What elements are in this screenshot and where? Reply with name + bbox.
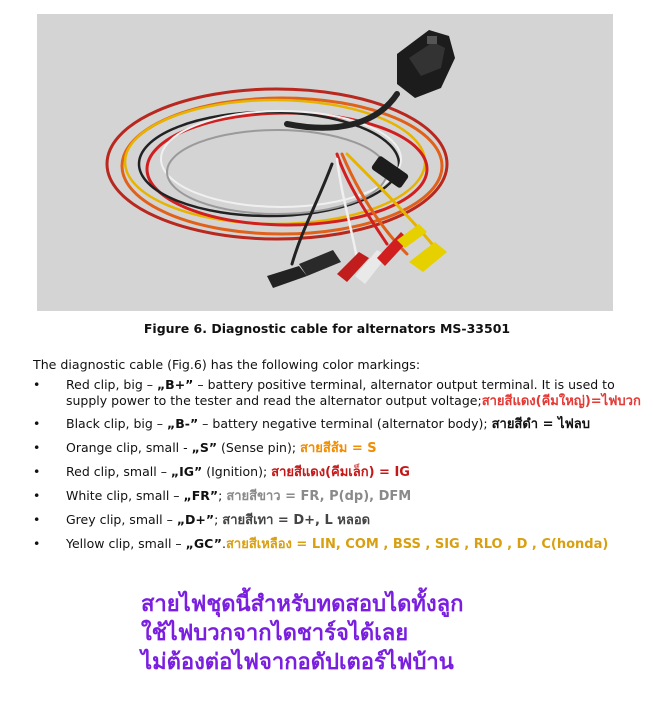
thai-note: สายสีแดง(คีมเล็ก) = IG	[271, 465, 410, 480]
thai-note: สายสีส้ม = S	[300, 441, 377, 456]
item-text: ;	[214, 512, 223, 527]
list-item-gc	[33, 536, 653, 553]
list-item-ig	[33, 464, 653, 481]
usage-note	[141, 590, 641, 677]
item-text: .	[221, 536, 226, 551]
item-text: – battery positive terminal, alternator output terminal. It is used to	[193, 377, 615, 392]
note-line: สายไฟชุดนี้สำหรับทดสอบไดทั้งลูก	[141, 592, 464, 617]
list-item-s	[33, 440, 653, 457]
bullet-icon: •	[33, 377, 41, 392]
item-text: Orange clip, small -	[66, 440, 192, 455]
terminal-code: „GC”	[185, 536, 222, 551]
list-item-b-minus	[33, 416, 653, 433]
item-text: Yellow clip, small –	[66, 536, 186, 551]
bullet-icon: •	[33, 488, 41, 503]
terminal-code: „D+”	[176, 512, 215, 527]
bullet-icon: •	[33, 536, 41, 551]
note-line: ไม่ต้องต่อไฟจากอดัปเตอร์ไฟบ้าน	[141, 650, 454, 675]
thai-note: สายสีขาว = FR, P(dp), DFM	[226, 489, 412, 504]
list-item-b-plus	[33, 377, 653, 410]
terminal-code: „B+”	[156, 377, 194, 392]
thai-note: สายสีเหลือง = LIN, COM , BSS , SIG , RLO , D , C(honda)	[225, 537, 609, 552]
list-item-d-plus	[33, 512, 653, 529]
bullet-icon: •	[33, 440, 41, 455]
note-line: ใช้ไฟบวกจากไดชาร์จได้เลย	[141, 621, 409, 646]
thai-note: สายสีดำ = ไฟลบ	[491, 417, 591, 432]
bullet-icon: •	[33, 416, 41, 431]
color-marking-list	[33, 377, 653, 553]
item-text: White clip, small –	[66, 488, 184, 503]
item-text: Red clip, small –	[66, 464, 171, 479]
item-text: ;	[218, 488, 227, 503]
terminal-code: „S”	[191, 440, 218, 455]
item-text: – battery negative terminal (alternator body);	[198, 416, 492, 431]
thai-note: สายสีเทา = D+, L หลอด	[222, 513, 371, 528]
item-text: Red clip, big –	[66, 377, 157, 392]
terminal-code: „IG”	[170, 464, 203, 479]
diagnostic-cable-image	[37, 14, 613, 311]
item-text: Grey clip, small –	[66, 512, 177, 527]
cable-photo	[37, 14, 613, 311]
item-text: supply power to the tester and read the alternator output voltage;	[66, 393, 482, 408]
bullet-icon: •	[33, 512, 41, 527]
list-item-fr	[33, 488, 653, 505]
terminal-code: „B-”	[167, 416, 199, 431]
intro-text: The diagnostic cable (Fig.6) has the following color markings:	[33, 357, 421, 372]
thai-note: สายสีแดง(คีมใหญ่)=ไฟบวก	[481, 394, 641, 409]
item-text: (Sense pin);	[217, 440, 301, 455]
item-text: (Ignition);	[202, 464, 272, 479]
bullet-icon: •	[33, 464, 41, 479]
terminal-code: „FR”	[183, 488, 219, 503]
figure-caption: Figure 6. Diagnostic cable for alternators MS-33501	[143, 321, 511, 336]
item-text: Black clip, big –	[66, 416, 168, 431]
